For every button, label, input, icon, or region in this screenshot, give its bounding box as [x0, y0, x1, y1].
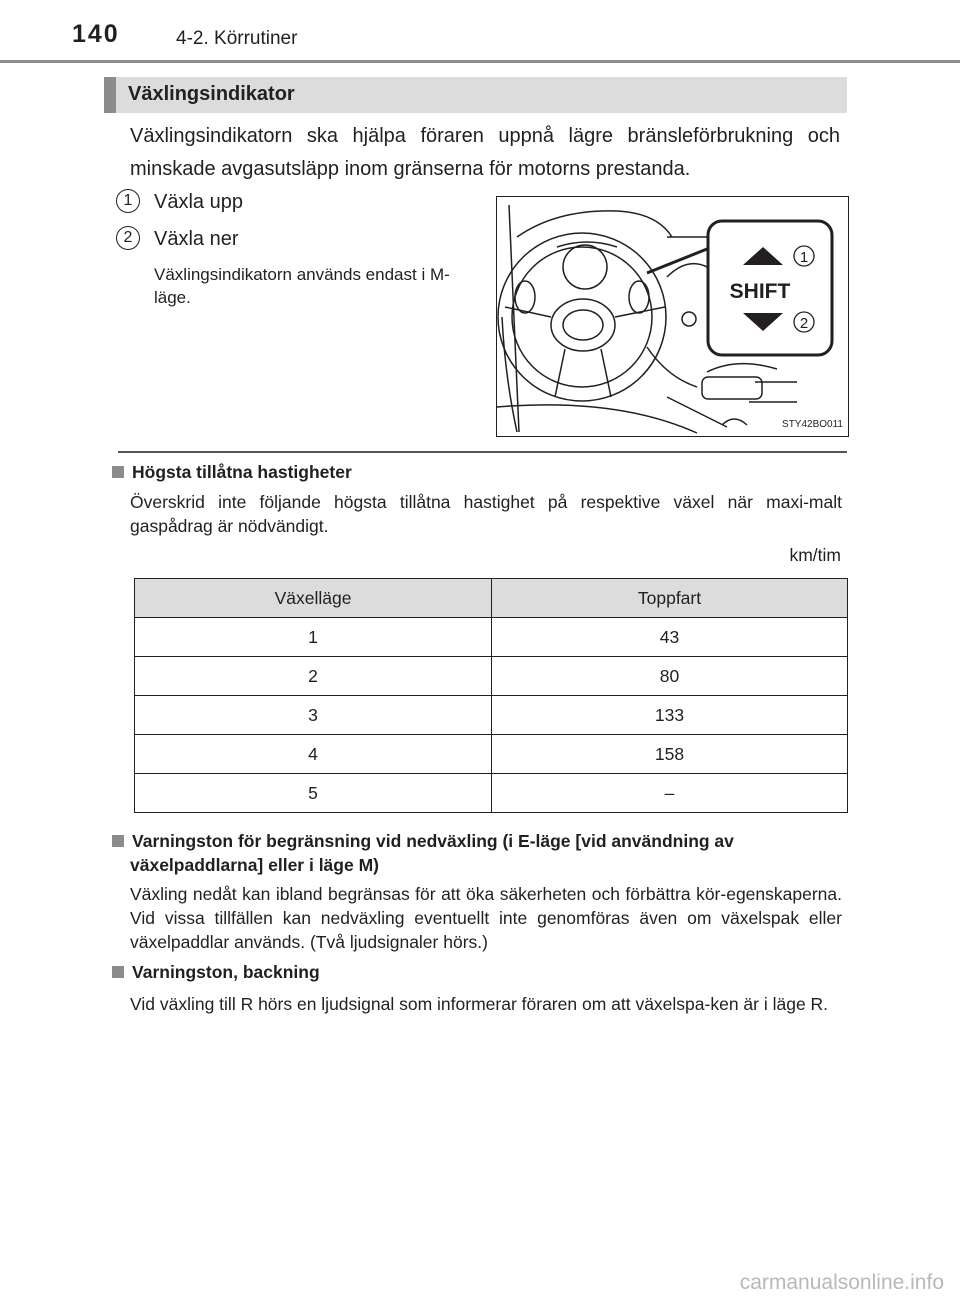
gear-cell: 4	[135, 735, 492, 774]
intro-paragraph: Växlingsindikatorn ska hjälpa föraren uppnå lägre bränsleförbrukning och minskade avgasutsläpp inom gränserna för motorns prestanda.	[130, 125, 840, 180]
downshift-warning-text: Växling nedåt kan ibland begränsas för att öka säkerheten och förbättra kör-egenskaperna. Vid vissa tillfällen kan nedväxling eventuellt inte genomföras även om växelspak eller växelpaddlar används. (Två ljudsignaler hörs.)	[130, 884, 842, 952]
header-rule	[0, 60, 960, 63]
gear-cell: 2	[135, 657, 492, 696]
speed-cell: 158	[492, 735, 848, 774]
chapter-title: 4-2. Körrutiner	[176, 28, 298, 49]
m-mode-note: Växlingsindikatorn används endast i M-läge.	[154, 265, 450, 307]
reverse-warning-text: Vid växling till R hörs en ljudsignal som informerar föraren om att växelspa-ken är i läge R.	[130, 994, 829, 1014]
section-heading-bar	[104, 77, 847, 115]
page-number: 140	[72, 20, 120, 48]
section-heading: Växlingsindikator	[128, 83, 295, 105]
speed-cell: 43	[492, 618, 848, 657]
bullet-square-icon	[112, 466, 124, 478]
callout-number-1: 1	[799, 249, 809, 266]
section-divider	[118, 451, 847, 453]
bullet-square-icon	[112, 835, 124, 847]
legend-shift-down: Växla ner	[154, 228, 239, 250]
downshift-warning-heading: Varningston för begränsning vid nedväxling (i E-läge [vid användning av växelpaddlarna] eller i läge M)	[112, 829, 852, 877]
dashboard-drawing	[497, 197, 848, 436]
legend-number-1: 1	[116, 189, 140, 213]
column-header-top-speed: Toppfart	[492, 579, 848, 618]
bullet-square-icon	[112, 966, 124, 978]
gear-cell: 5	[135, 774, 492, 813]
table-row	[135, 774, 848, 813]
figure-code: STY42BO011	[782, 419, 843, 430]
speed-cell: –	[492, 774, 848, 813]
speed-unit: km/tim	[789, 545, 841, 565]
max-speeds-heading: Högsta tillåtna hastigheter	[112, 462, 352, 483]
reverse-warning-heading: Varningston, backning	[112, 962, 320, 983]
speed-cell: 80	[492, 657, 848, 696]
table-row	[135, 696, 848, 735]
speed-cell: 133	[492, 696, 848, 735]
section-heading-accent	[104, 77, 116, 113]
shift-label: SHIFT	[729, 280, 791, 303]
table-row	[135, 657, 848, 696]
gear-cell: 3	[135, 696, 492, 735]
legend-shift-up: Växla upp	[154, 191, 243, 213]
table-row	[135, 735, 848, 774]
callout-number-2: 2	[799, 315, 809, 332]
gear-cell: 1	[135, 618, 492, 657]
legend-number-2: 2	[116, 226, 140, 250]
column-header-gear: Växelläge	[135, 579, 492, 618]
table-row	[135, 618, 848, 657]
max-speed-table	[134, 578, 848, 813]
max-speeds-text: Överskrid inte följande högsta tillåtna hastighet på respektive växel när maxi-malt gaspådrag är nödvändigt.	[130, 492, 842, 536]
shift-indicator-illustration	[496, 196, 849, 437]
watermark: carmanualsonline.info	[739, 1271, 944, 1294]
